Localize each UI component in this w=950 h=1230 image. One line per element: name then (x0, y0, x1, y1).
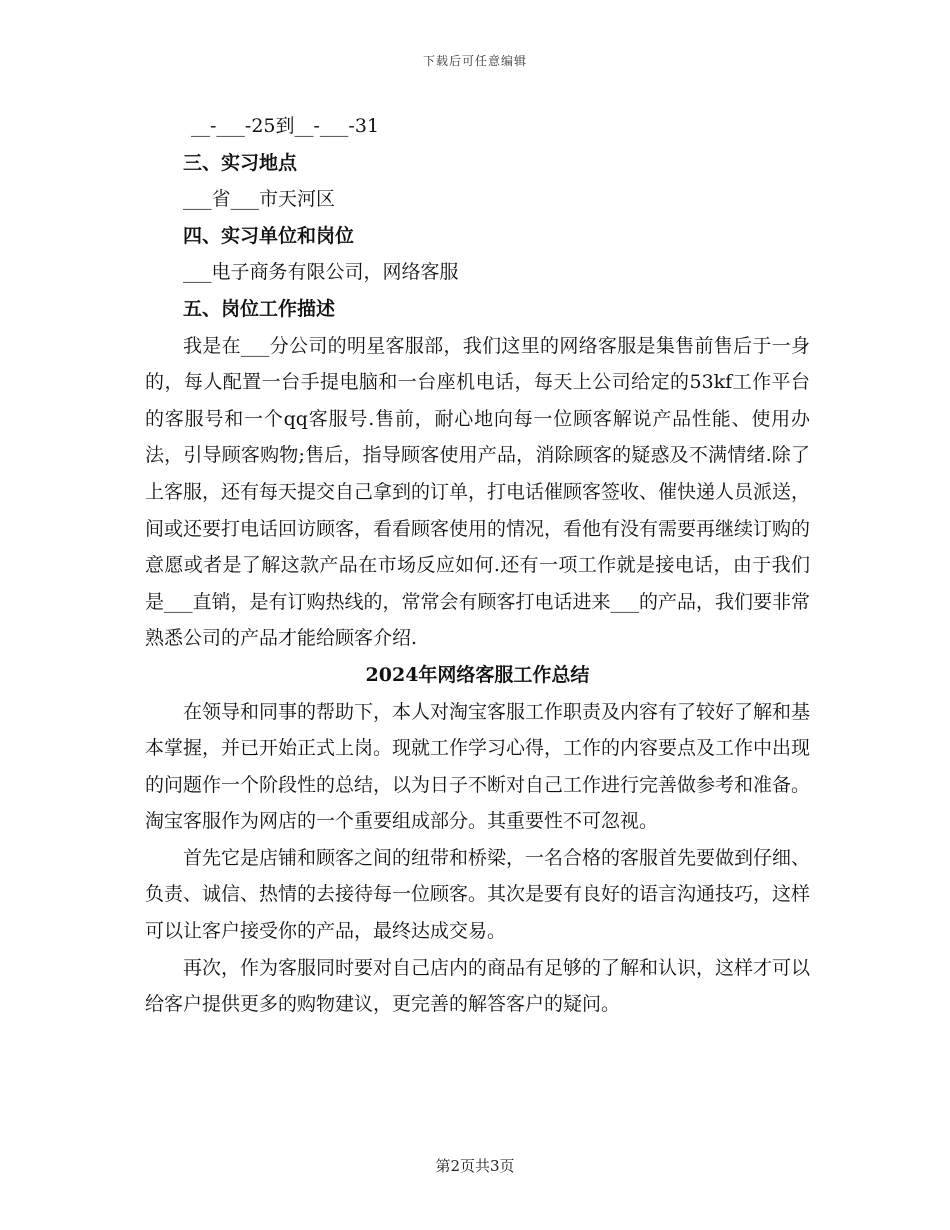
section3-text: ___省___市天河区 (183, 188, 336, 211)
summary-paragraph-1: 在领导和同事的帮助下，本人对淘宝客服工作职责及内容有了较好了解和基本掌握，并已开始正式上岗。现就工作学习心得，工作的内容要点及工作中出现的问题作一个阶段性的总结，以为日子不断对自己工作进行完善做参考和准备。淘宝客服作为网店的一个重要组成部分。其重要性不可忽视。 (145, 700, 811, 833)
section3-heading: 三、实习地点 (183, 151, 298, 174)
summary-title: 2024年网络客服工作总结 (365, 663, 590, 686)
summary-paragraph-3: 再次，作为客服同时要对自己店内的商品有足够的了解和认识，这样才可以给客户提供更多的购物建议，更完善的解答客户的疑问。 (145, 956, 811, 1016)
summary-paragraph-2: 首先它是店铺和顾客之间的纽带和桥梁，一名合格的客服首先要做到仔细、负责、诚信、热情的去接待每一位顾客。其次是要有良好的语言沟通技巧，这样可以让客户接受你的产品，最终达成交易。 (145, 846, 811, 943)
section5-heading: 五、岗位工作描述 (183, 297, 336, 320)
page-footer: 第2页共3页 (435, 1157, 515, 1175)
section4-heading: 四、实习单位和岗位 (183, 224, 355, 247)
section4-text: ___电子商务有限公司，网络客服 (183, 261, 459, 284)
document-body (145, 108, 810, 1023)
date-range: __-___-25到__-___-31 (191, 115, 380, 137)
page-header: 下载后可任意编辑 (422, 54, 527, 68)
section5-paragraph: 我是在___分公司的明星客服部，我们这里的网络客服是集售前售后于一身的，每人配置一台手提电脑和一台座机电话，每天上公司给定的53kf工作平台的客服号和一个qq客服号.售前，耐心地向每一位顾客解说产品性能、使用办法，引导顾客购物;售后，指导顾客使用产品，消除顾客的疑惑及不满情绪.除了上客服，还有每天提交自己拿到的订单，打电话催顾客签收、催快递人员派送，间或还要打电话回访顾客，看看顾客使用的情况，看他有没有需要再继续订购的意愿或者是了解这款产品在市场反应如何.还有一项工作就是接电话，由于我们是___直销，是有订购热线的，常常会有顾客打电话进来___的产品，我们要非常熟悉公司的产品才能给顾客介绍. (145, 334, 811, 650)
